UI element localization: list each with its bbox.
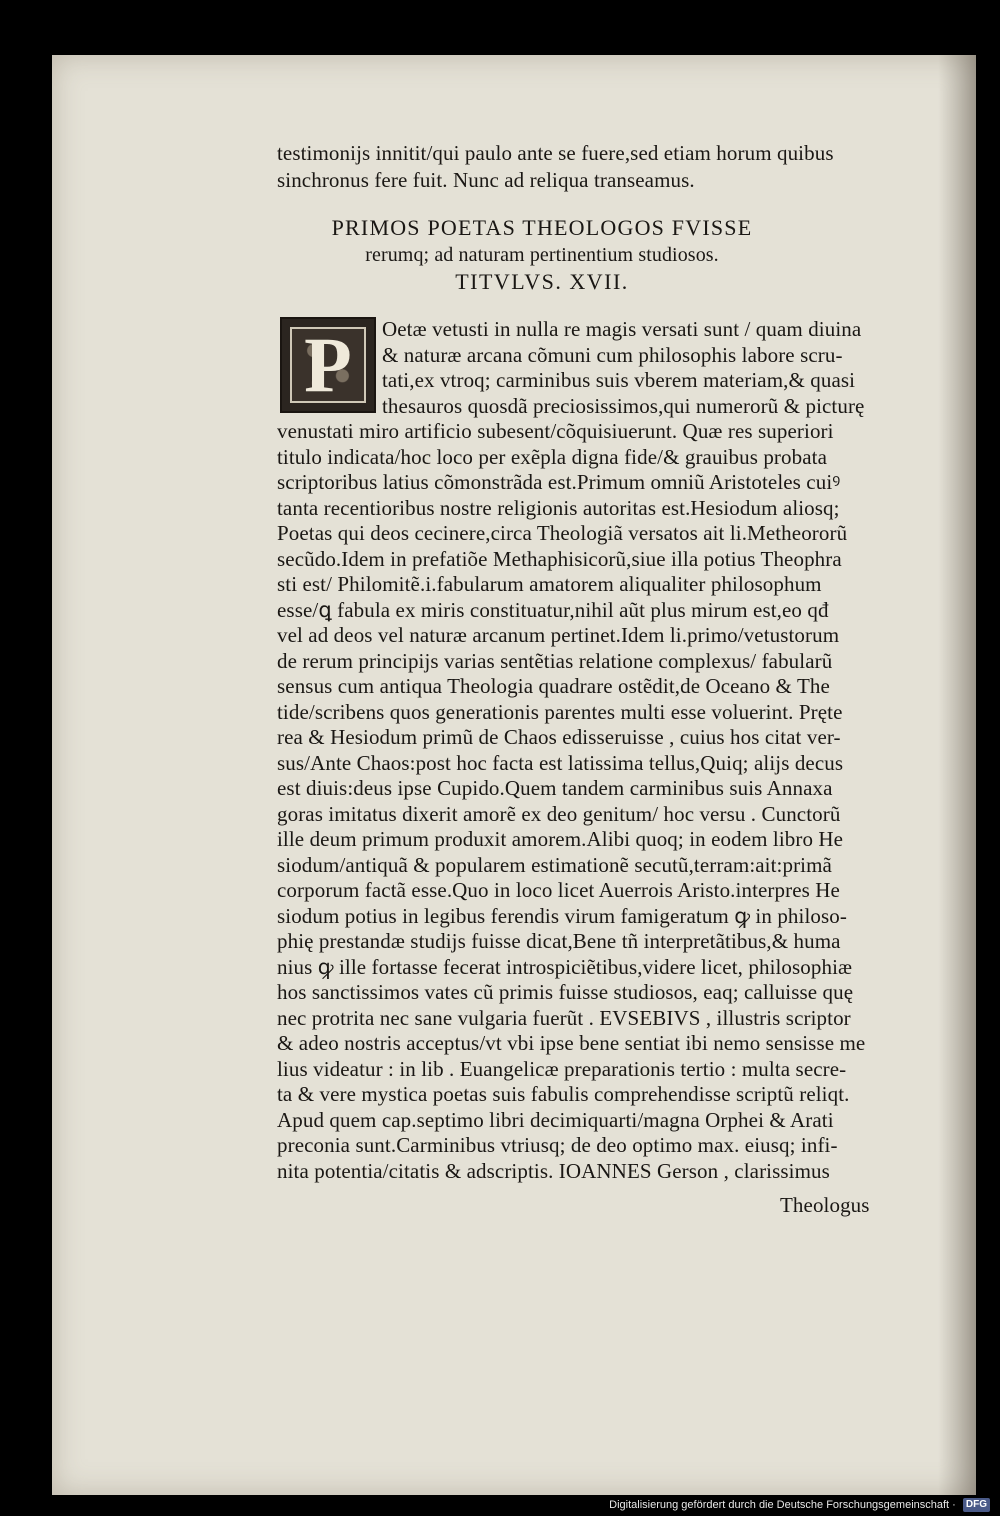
text-line: testimonijs innitit/qui paulo ante se fuere,sed etiam horum quibus (277, 141, 834, 165)
text-line: phię prestandæ studijs fuisse dicat,Bene tñ interpretãtibus,& huma (277, 929, 841, 953)
text-line: nius ꝙ ille fortasse fecerat introspiciẽtibus,videre licet, philosophiæ (277, 954, 853, 979)
text-line: tanta recentioribus nostre religionis autoritas est.Hesiodum aliosq; (277, 495, 840, 520)
text-line: est diuis:deus ipse Cupido.Quem tandem carminibus suis Annaxa (277, 776, 833, 800)
text-line: nita potentia/citatis & adscriptis. IOANNES Gerson , clarissimus (277, 1158, 830, 1183)
text-line: esse/ꝗ fabula ex miris constituatur,nihil aũt plus mirum est,eo qđ (277, 597, 829, 622)
text-line: siodum/antiquã & popularem estimationẽ secutũ,terram:ait:primã (277, 852, 832, 877)
text-line: lius videatur : in lib . Euangelicæ preparationis tertio : multa secre- (277, 1056, 847, 1081)
dfg-logo: DFG (963, 1498, 990, 1512)
text-line: ille deum primum produxit amorem.Alibi quoq; in eodem libro He (277, 827, 844, 851)
text-line: nec protrita nec sane vulgaria fuerũt . EVSEBIVS , illustris scriptor (277, 1005, 851, 1030)
text-line: Poetas qui deos cecinere,circa Theologiã versatos ait li.Metheororũ (277, 521, 848, 545)
text-line: Oetæ vetusti in nulla re magis versati sunt / quam diuina (382, 317, 862, 341)
text-line: sti est/ Philomitẽ.i.fabularum amatorem aliqualiter philosophum (277, 572, 822, 596)
text-line: siodum potius in legibus ferendis virum famigeratum ꝙ in philoso- (277, 903, 847, 928)
text-line: tati,ex vtroq; carminibus suis vberem materiam,& quasi (382, 368, 856, 392)
text-line: tide/scribens quos generationis parentes multi esse voluerint. Pręte (277, 699, 843, 724)
text-line: secũdo.Idem in prefatiõe Methaphisicorũ,siue illa potius Theophra (277, 546, 842, 571)
footer-text: Digitalisierung gefördert durch die Deutsche Forschungsgemeinschaft · (609, 1499, 956, 1512)
heading-line-3: TITVLVS. XVII. (455, 269, 629, 294)
text-line: & adeo nostris acceptus/vt vbi ipse bene sentiat ibi nemo sensisse me (277, 1031, 866, 1055)
text-line: vel ad deos vel naturæ arcanum pertinet.Idem li.primo/vetustorum (277, 623, 840, 647)
text-line: goras imitatus dixerit amorẽ ex deo genitum/ hoc versu . Cunctorũ (277, 801, 841, 826)
text-line: scriptoribus latius cõmonstrãda est.Primum omniũ Aristoteles cuiꝰ (277, 470, 841, 494)
footer-credit (609, 1496, 990, 1514)
text-line: sus/Ante Chaos:post hoc facta est latissima tellus,Quiq; alijs decus (277, 750, 844, 775)
decorated-initial (280, 317, 376, 413)
text-line: de rerum principijs varias sentẽtias relatione complexus/ fabularũ (277, 648, 833, 673)
heading-line-2: rerumq; ad naturam pertinentium studiosos. (365, 244, 719, 266)
heading-line-1: PRIMOS POETAS THEOLOGOS FVISSE (331, 215, 753, 240)
text-line: sinchronus fere fuit. Nunc ad reliqua transeamus. (277, 168, 695, 192)
book-page (52, 55, 976, 1495)
text-line: rea & Hesiodum primũ de Chaos edisseruisse , cuius hos citat ver- (277, 725, 841, 749)
text-line: hos sanctissimos vates cũ primis fuisse studiosos, eaq; calluisse quę (277, 980, 854, 1004)
initial-letter: P (304, 321, 352, 408)
text-line: ta & vere mystica poetas suis fabulis comprehendisse scriptũ reliqt. (277, 1082, 850, 1106)
text-line: Apud quem cap.septimo libri decimiquarti/magna Orphei & Arati (277, 1107, 834, 1132)
text-line: corporum factã esse.Quo in loco licet Auerrois Aristo.interpres He (277, 878, 840, 902)
text-line: thesauros quosdã preciosissimos,qui numerorũ & picturę (382, 393, 865, 418)
text-line: preconia sunt.Carminibus vtriusq; de deo optimo max. eiusq; infi- (277, 1133, 838, 1157)
text-line: titulo indicata/hoc loco per exẽpla digna fide/& grauibus probata (277, 444, 827, 469)
text-line: sensus cum antiqua Theologia quadrare ostẽdit,de Oceano & The (277, 674, 830, 698)
text-line: & naturæ arcana cõmuni cum philosophis labore scru- (382, 342, 843, 367)
catchword: Theologus (780, 1193, 870, 1217)
text-line: venustati miro artificio subesent/cõquisiuerunt. Quæ res superiori (277, 419, 834, 443)
